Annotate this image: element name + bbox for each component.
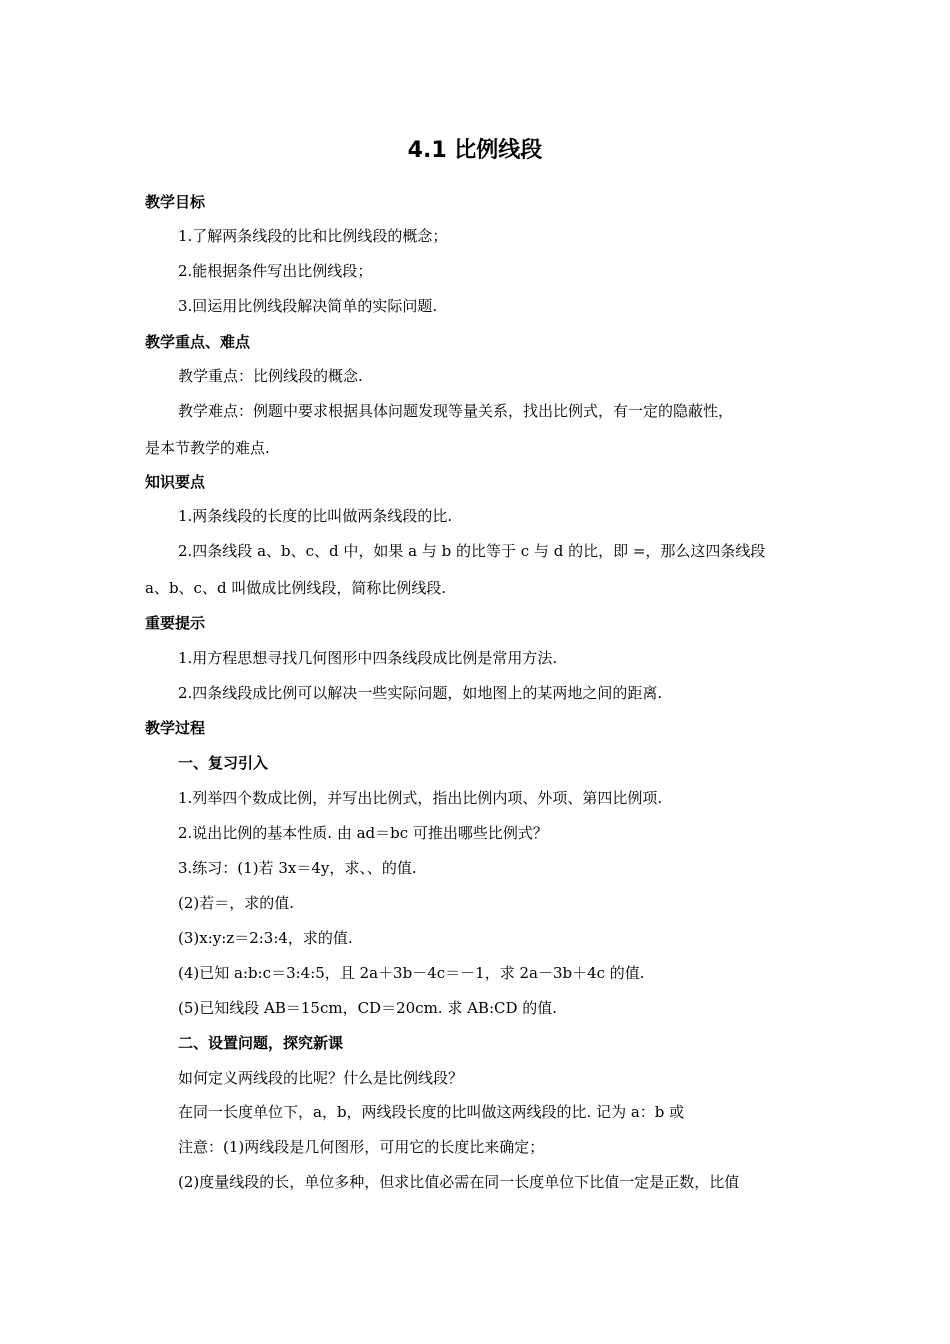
heading-goals: 教学目标 bbox=[145, 193, 206, 211]
knowledge-item-cont: a、b、c、d 叫做成比例线段，简称比例线段. bbox=[145, 579, 447, 597]
heading-process: 教学过程 bbox=[145, 719, 206, 737]
goal-item: 1.了解两条线段的比和比例线段的概念； bbox=[178, 227, 448, 245]
difficulty-text: 教学难点：例题中要求根据具体问题发现等量关系，找出比例式，有一定的隐蔽性， bbox=[178, 402, 734, 420]
goal-item: 3.回运用比例线段解决简单的实际问题. bbox=[178, 297, 438, 315]
lesson-item: 注意：(1)两线段是几何图形，可用它的长度比来确定； bbox=[178, 1138, 545, 1156]
page-title: 4.1 比例线段 bbox=[407, 138, 543, 163]
lesson-item: (2)度量线段的长，单位多种，但求比值必需在同一长度单位下比值一定是正数，比值 bbox=[178, 1173, 740, 1191]
difficulty-text-cont: 是本节教学的难点. bbox=[145, 439, 270, 457]
review-item: 3.练习：(1)若 3x＝4y，求、、的值. bbox=[178, 859, 417, 877]
lesson-item: 如何定义两线段的比呢？什么是比例线段？ bbox=[178, 1069, 464, 1087]
review-item: 1.列举四个数成比例，并写出比例式，指出比例内项、外项、第四比例项. bbox=[178, 789, 663, 807]
focus-text: 教学重点：比例线段的概念. bbox=[178, 367, 363, 385]
heading-tips: 重要提示 bbox=[145, 614, 206, 632]
goal-item: 2.能根据条件写出比例线段； bbox=[178, 262, 373, 280]
subheading-review: 一、复习引入 bbox=[178, 754, 269, 772]
tip-item: 1.用方程思想寻找几何图形中四条线段成比例是常用方法. bbox=[178, 649, 558, 667]
review-item: (5)已知线段 AB＝15cm，CD＝20cm. 求 AB:CD 的值. bbox=[178, 999, 558, 1017]
review-item: 2.说出比例的基本性质. 由 ad＝bc 可推出哪些比例式？ bbox=[178, 824, 548, 842]
knowledge-item: 1.两条线段的长度的比叫做两条线段的比. bbox=[178, 507, 453, 525]
review-item: (2)若＝，求的值. bbox=[178, 894, 295, 912]
subheading-new-lesson: 二、设置问题，探究新课 bbox=[178, 1034, 344, 1052]
knowledge-item: 2.四条线段 a、b、c、d 中，如果 a 与 b 的比等于 c 与 d 的比，即 =，那么这四条线段 bbox=[178, 542, 766, 560]
review-item: (3)x:y:z＝2:3:4，求的值. bbox=[178, 929, 353, 947]
review-item: (4)已知 a:b:c＝3:4:5，且 2a＋3b－4c＝－1，求 2a－3b＋4c 的值. bbox=[178, 964, 645, 982]
heading-key-points: 教学重点、难点 bbox=[145, 333, 251, 351]
tip-item: 2.四条线段成比例可以解决一些实际问题，如地图上的某两地之间的距离. bbox=[178, 684, 663, 702]
lesson-item: 在同一长度单位下，a，b，两线段长度的比叫做这两线段的比. 记为 a：b 或 bbox=[178, 1103, 685, 1121]
heading-knowledge: 知识要点 bbox=[145, 473, 206, 491]
